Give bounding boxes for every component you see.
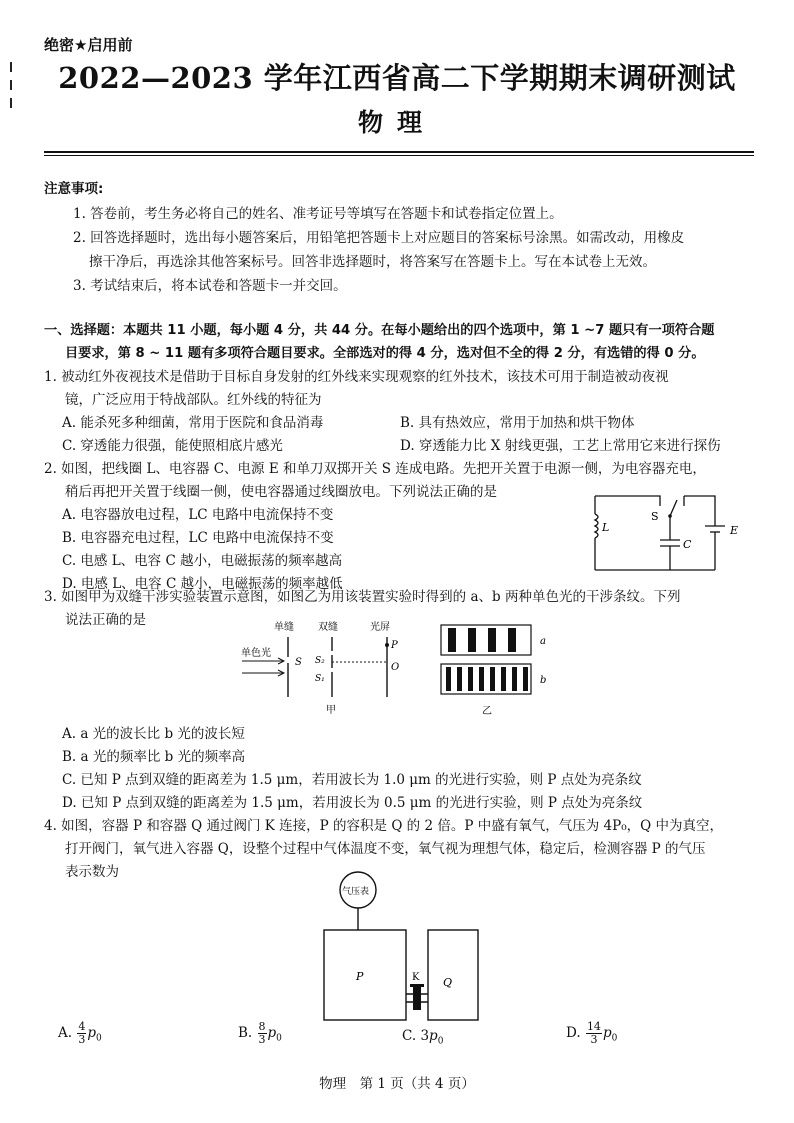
q4-option-c: C. $3p_0$	[402, 1028, 444, 1047]
label-P: P	[391, 640, 398, 651]
q1-stem: 1. 被动红外夜视技术是借助于目标自身发射的红外线来实现观察的红外技术，该技术可用于制造被动夜视	[44, 369, 669, 385]
label-Q: Q	[443, 976, 453, 989]
notice-heading: 注意事项:	[44, 181, 104, 197]
notice-item-2-cont: 擦干净后，再选涂其他答案标号。回答非选择题时，将答案写在答题卡上。写在本试卷上无效。	[89, 254, 656, 270]
label-b: b	[540, 675, 547, 686]
label-O: O	[391, 662, 400, 673]
q1-stem-cont: 镜，广泛应用于特战部队。红外线的特征为	[65, 392, 322, 408]
label-double-slit: 双缝	[318, 622, 338, 633]
q3-option-c: C. 已知 P 点到双缝的距离差为 1.5 μm，若用波长为 1.0 μm 的光进行实验，则 P 点处为亮条纹	[62, 772, 642, 788]
confidential-tag: 绝密★启用前	[44, 36, 133, 54]
q4-stem-cont2: 表示数为	[65, 864, 119, 880]
page-footer: 物理 第 1 页（共 4 页）	[319, 1076, 475, 1092]
label-L: L	[602, 521, 610, 534]
label-light: 单色光	[241, 648, 271, 659]
fringe-pattern-b	[446, 667, 528, 691]
label-S2: S₂	[315, 656, 325, 666]
q1-option-b: B. 具有热效应，常用于加热和烘干物体	[400, 415, 635, 431]
q2-option-c: C. 电感 L、电容 C 越小，电磁振荡的频率越高	[62, 553, 343, 569]
label-E: E	[730, 524, 739, 537]
q4-stem-cont: 打开阀门，氧气进入容器 Q，设整个过程中气体温度不变，氧气视为理想气体，稳定后，检测容器 P 的气压	[65, 841, 706, 857]
label-S1: S₁	[315, 674, 325, 684]
q3-option-a: A. a 光的波长比 b 光的波长短	[62, 726, 245, 742]
q1-option-c: C. 穿透能力很强，能使照相底片感光	[62, 438, 283, 454]
q4-option-b: B. $\frac{8}{3}$ $p_0$	[238, 1020, 282, 1046]
label-C: C	[683, 538, 692, 551]
fringe-pattern-a	[448, 628, 516, 652]
label-jia: 甲	[326, 705, 336, 715]
interference-fringes-diagram	[440, 622, 560, 718]
notice-item-1: 1. 答卷前，考生务必将自己的姓名、准考证号等填写在答题卡和试卷指定位置上。	[73, 206, 563, 222]
notice-item-2: 2. 回答选择题时，选出每小题答案后，用铅笔把答题卡上对应题目的答案标号涂黑。如需改动，用橡皮	[73, 230, 685, 246]
containers-diagram	[310, 868, 490, 1028]
notice-item-3: 3. 考试结束后，将本试卷和答题卡一并交回。	[73, 278, 347, 294]
q3-stem-cont: 说法正确的是	[65, 612, 146, 628]
q2-option-b: B. 电容器充电过程，LC 电路中电流保持不变	[62, 530, 334, 546]
lc-circuit-diagram	[580, 486, 750, 586]
q3-option-b: B. a 光的频率比 b 光的频率高	[62, 749, 246, 765]
label-S: S	[295, 657, 302, 668]
q4-option-a: A. $\frac{4}{3}$ $p_0$	[58, 1020, 102, 1046]
q2-stem: 2. 如图，把线圈 L、电容器 C、电源 E 和单刀双掷开关 S 连成电路。先把开关置于电源一侧，为电容器充电，	[44, 461, 706, 477]
header-rule	[44, 151, 754, 153]
section-heading-line1: 一、选择题：本题共 11 小题，每小题 4 分，共 44 分。在每小题给出的四个选项中，第 1 ~7 题只有一项符合题	[44, 323, 715, 338]
q3-stem: 3. 如图甲为双缝干涉实验装置示意图，如图乙为用该装置实验时得到的 a、b 两种单色光的干涉条纹。下列	[44, 589, 681, 605]
label-yi: 乙	[482, 706, 492, 717]
double-slit-apparatus-diagram	[240, 615, 430, 715]
q1-option-d: D. 穿透能力比 X 射线更强，工艺上常用它来进行探伤	[400, 438, 721, 454]
gauge-label: 气压表	[342, 887, 370, 897]
q3-option-d: D. 已知 P 点到双缝的距离差为 1.5 μm，若用波长为 0.5 μm 的光进行实验，则 P 点处为亮条纹	[62, 795, 643, 811]
q4-stem: 4. 如图，容器 P 和容器 Q 通过阀门 K 连接，P 的容积是 Q 的 2 倍。P 中盛有氧气，气压为 4P₀，Q 中为真空，	[44, 818, 723, 834]
header-rule-thin	[44, 155, 754, 156]
label-single-slit: 单缝	[274, 622, 294, 633]
subject-title: 物理	[357, 108, 436, 137]
label-S: S	[651, 510, 659, 523]
section-heading-line2: 目要求，第 8 ~ 11 题有多项符合题目要求。全部选对的得 4 分，选对但不全的得 2 分，有选错的得 0 分。	[65, 346, 705, 361]
q2-option-d: D. 电感 L、电容 C 越小，电磁振荡的频率越低	[62, 576, 343, 592]
label-a: a	[540, 636, 546, 647]
q1-option-a: A. 能杀死多种细菌，常用于医院和食品消毒	[62, 415, 324, 431]
exam-title: 2022—2023 学年江西省高二下学期期末调研测试	[58, 61, 736, 95]
label-K: K	[412, 972, 420, 983]
q2-stem-cont: 稍后再把开关置于线圈一侧，使电容器通过线圈放电。下列说法正确的是	[65, 484, 497, 500]
label-screen: 光屏	[370, 622, 390, 633]
q4-option-d: D. $\frac{14}{3}$ $p_0$	[566, 1020, 618, 1046]
label-P: P	[356, 970, 364, 983]
q2-option-a: A. 电容器放电过程，LC 电路中电流保持不变	[62, 507, 334, 523]
